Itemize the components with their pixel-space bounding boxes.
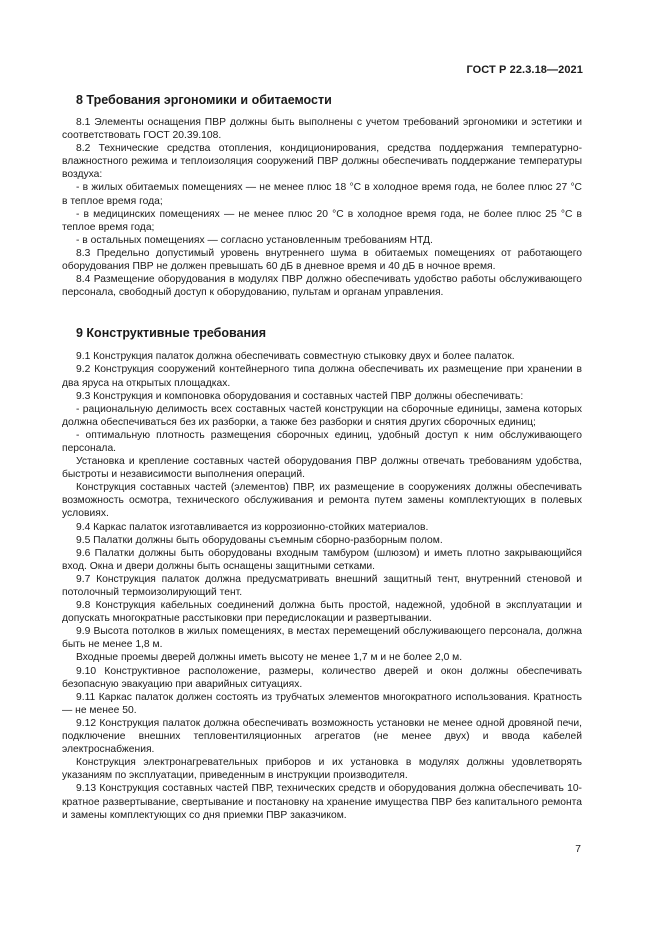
paragraph-9-9: 9.9 Высота потолков в жилых помещениях, в местах перемещений обслуживающего персонала, должна быть не менее 1,8 м. (62, 626, 582, 651)
paragraph-8-1: 8.1 Элементы оснащения ПВР должны быть выполнены с учетом требований эргономики и эстетики и соответствовать ГОСТ 20.39.108. (62, 117, 582, 142)
paragraph-9-12: 9.12 Конструкция палаток должна обеспечивать возможность установки не менее одной дровяной печи, подключение внешних тепловентиляционных агрегатов (не менее двух) и ввода кабелей электроснабжения. (62, 717, 582, 756)
paragraph: Установка и крепление составных частей оборудования ПВР должны отвечать требованиям удобства, быстроты и независимости выполнения операций. (62, 456, 582, 481)
paragraph-9-6: 9.6 Палатки должны быть оборудованы входным тамбуром (шлюзом) и иметь плотно закрывающийся вход. Окна и двери должны быть оснащены защитными сетками. (62, 547, 582, 572)
paragraph-9-4: 9.4 Каркас палаток изготавливается из коррозионно-стойких материалов. (76, 521, 429, 533)
paragraph-8-4: 8.4 Размещение оборудования в модулях ПВР должно обеспечивать удобство работы обслуживающего персонала, свободный доступ к оборудованию, пультам и органам управления. (62, 274, 582, 299)
list-item: - в медицинских помещениях — не менее плюс 20 °С в холодное время года, не более плюс 25 °С в теплое время года; (62, 208, 582, 233)
paragraph-9-8: 9.8 Конструкция кабельных соединений должна быть простой, надежной, удобной в эксплуатации и допускать многократные расстыковки при передислокации и развертывании. (62, 600, 582, 625)
paragraph-8-3: 8.3 Предельно допустимый уровень внутреннего шума в обитаемых помещениях от работающего оборудования ПВР не должен превышать 60 дБ в дневное время и 40 дБ в ночное время. (62, 247, 582, 273)
list-item: - оптимальную плотность размещения сборочных единиц, удобный доступ к ним обслуживающего персонала. (62, 429, 582, 454)
paragraph-9-7: 9.7 Конструкция палаток должна предусматривать внешний защитный тент, внутренний стеновой и потолочный термоизолирующий тент. (62, 573, 582, 598)
paragraph: Конструкция электронагревательных приборов и их установка в модулях должны удовлетворять указаниям по эксплуатации, приведенным в инструкции производителя. (62, 757, 582, 782)
paragraph-9-10: 9.10 Конструктивное расположение, размеры, количество дверей и окон должны обеспечивать безопасную эвакуацию при аварийных ситуациях. (62, 665, 582, 690)
section-8-title: 8 Требования эргономики и обитаемости (76, 93, 332, 107)
page-number: 7 (575, 844, 581, 855)
section-9-title: 9 Конструктивные требования (76, 326, 267, 341)
paragraph: Конструкция составных частей (элементов) ПВР, их размещение в сооружениях должны обеспечивать возможность осмотра, технического обслуживания и ремонта путем замены комплектующих в полевых условиях. (62, 482, 582, 520)
list-item: - рациональную делимость всех составных частей конструкции на сборочные единицы, замена которых должна обеспечиваться без их разборки, а также без разборки и снятия других сборочных единиц; (62, 403, 582, 428)
page-body (62, 92, 582, 822)
document-code: ГОСТ Р 22.3.18—2021 (466, 64, 583, 76)
paragraph-9-11: 9.11 Каркас палаток должен состоять из трубчатых элементов многократного использования. Кратность — не менее 50. (62, 691, 582, 716)
paragraph-9-1: 9.1 Конструкция палаток должна обеспечивать совместную стыковку двух и более палаток. (76, 351, 515, 363)
paragraph-9-5: 9.5 Палатки должны быть оборудованы съемным сборно-разборным полом. (76, 534, 443, 546)
paragraph-9-3: 9.3 Конструкция и компоновка оборудования и составных частей ПВР должны обеспечивать: (76, 390, 524, 402)
paragraph: Входные проемы дверей должны иметь высоту не менее 1,7 м и не более 2,0 м. (76, 652, 463, 664)
paragraph-9-13: 9.13 Конструкция составных частей ПВР, технических средств и оборудования должна обеспечивать 10-кратное развертывание, свертывание и постановку на хранение имущества ПВР без капитального ремонта и замены комплектующих со дня приемки ПВР заказчиком. (62, 783, 582, 821)
paragraph-9-2: 9.2 Конструкция сооружений контейнерного типа должна обеспечивать их размещение при хранении в два яруса на открытых площадках. (62, 364, 582, 389)
list-item: - в жилых обитаемых помещениях — не менее плюс 18 °С в холодное время года, не более плюс 27 °С в теплое время года; (62, 182, 582, 207)
list-item: - в остальных помещениях — согласно установленным требованиям НТД. (76, 234, 433, 246)
paragraph-8-2: 8.2 Технические средства отопления, кондиционирования, средства поддержания температурно-влажностного режима и теплоизоляция сооружений ПВР должны обеспечивать поддержание температуры воздуха: (62, 143, 582, 181)
